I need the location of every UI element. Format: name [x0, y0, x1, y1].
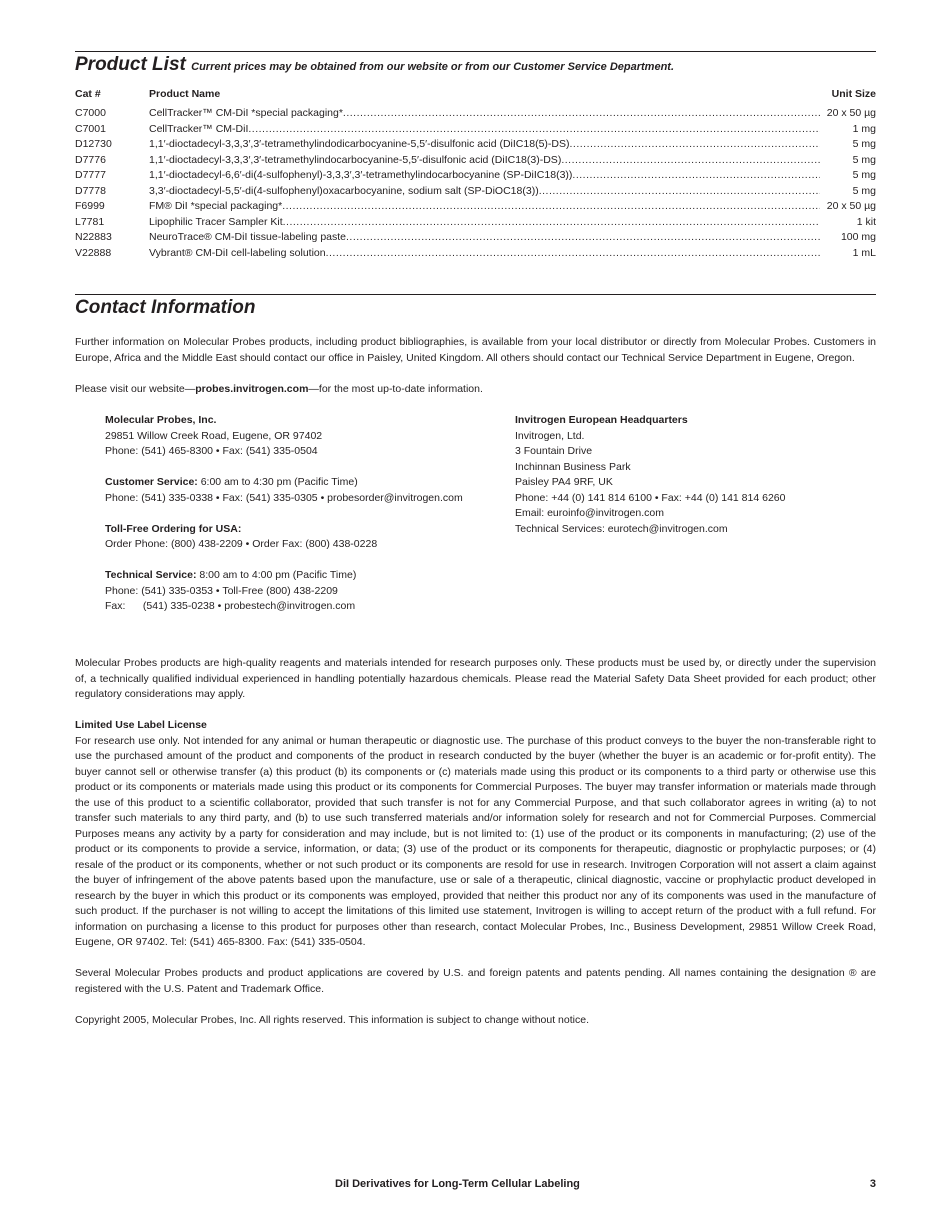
ts-fax: Fax: (541) 335-0238 • probestech@invitrogen.com: [105, 600, 356, 612]
ts-hours: 8:00 am to 4:00 pm (Pacific Time): [196, 569, 357, 581]
eu-line-3: Inchinnan Business Park: [515, 460, 631, 473]
col-cat: Cat #: [75, 88, 101, 100]
eu-tech: Technical Services: eurotech@invitrogen.com: [515, 522, 728, 535]
product-name: 1,1′-dioctadecyl-6,6′-di(4-sulfophenyl)-3,3,3′,3′-tetramethylindocarbocyanine (SP-DiIC18(3)): [149, 169, 573, 181]
website-line: [75, 382, 876, 398]
table-row: [75, 122, 876, 138]
product-name: FM® DiI *special packaging*: [149, 200, 283, 212]
license-block: [75, 718, 876, 951]
product-name: 1,1′-dioctadecyl-3,3,3′,3′-tetramethylindodicarbocyanine-5,5′-disulfonic acid (DiIC18(5)-DS): [149, 138, 570, 150]
unit-size: 5 mg: [851, 153, 876, 169]
license-body: For research use only. Not intended for any animal or human therapeutic or diagnostic use. The purchase of this product conveys to the buyer the non-transferable right to use the purchased amount of the product and components of the product in research conducted by the buyer (whether the buyer is an academic or for-profit entity). The buyer cannot sell or otherwise transfer (a) this product (b) its components or (c) materials made using this product or its components to a third party or otherwise use this product or its components or materials made using this product or its components for Commercial Purposes. The buyer may transfer information or materials made through the use of this product to a scientific collaborator, provided that such transfer is not for any Commercial Purpose, and that such collaborator agrees in writing (a) to not transfer such materials to any third party, and (b) to use such transferred materials and/or information solely for research and not for Commercial Purposes. Commercial Purposes means any activity by a party for consideration and may include, but is not limited to: (1) use of the product or its components in manufacturing; (2) use of the product or its components to provide a service, information, or data; (3) use of the product or its components for therapeutic, diagnostic or prophylactic purposes; or (4) resale of the product or its components, whether or not such product or its components are resold for use in research. Invitrogen Corporation will not assert a claim against the buyer of infringement of the above patents based upon the manufacture, use or sale of a therapeutic, clinical diagnostic, vaccine or prophylactic product developed in research by the buyer in which this product or its components was employed, provided that neither this product nor any of its components was used in the manufacture of such product. If the purchaser is not willing to accept the limitations of this limited use statement, Invitrogen is willing to accept return of the product with a full refund. For information on purchasing a license to this product for purposes other than research, contact Molecular Probes, Inc., Business Development, 29851 Willow Creek Road, Eugene, OR 97402. Tel: (541) 465-8300. Fax: (541) 335-0504.: [75, 734, 876, 948]
cat-number: L7781: [75, 215, 105, 228]
cat-number: D7777: [75, 169, 106, 181]
cat-number: C7001: [75, 122, 106, 135]
us-address: 29851 Willow Creek Road, Eugene, OR 97402: [105, 429, 323, 442]
section-rule: [75, 51, 876, 52]
cs-label: Customer Service:: [105, 476, 198, 488]
ts-phone: Phone: (541) 335-0353 • Toll-Free (800) 438-2209: [105, 584, 338, 597]
cs-hours: 6:00 am to 4:30 pm (Pacific Time): [197, 476, 358, 488]
table-row: [75, 168, 876, 184]
product-list-heading: [75, 54, 674, 76]
table-header: [75, 88, 876, 102]
table-row: [75, 230, 876, 246]
cat-number: D7776: [75, 153, 106, 166]
us-org-name: Molecular Probes, Inc.: [105, 414, 217, 426]
unit-size: 20 x 50 µg: [825, 106, 876, 122]
website-pre: Please visit our website—: [75, 383, 196, 395]
unit-size: 1 mL: [851, 246, 876, 262]
footer-title: DiI Derivatives for Long-Term Cellular Labeling: [335, 1178, 580, 1190]
eu-line-1: Invitrogen, Ltd.: [515, 429, 585, 442]
contact-title: Contact Information: [75, 297, 256, 318]
unit-size: 20 x 50 µg: [825, 199, 876, 215]
us-contact-block: [105, 413, 463, 615]
product-list-title: Product List: [75, 54, 186, 75]
license-title: Limited Use Label License: [75, 719, 207, 731]
customer-service: [105, 475, 463, 491]
table-row: [75, 215, 876, 231]
cat-number: F6999: [75, 200, 105, 212]
copyright: Copyright 2005, Molecular Probes, Inc. All rights reserved. This information is subject to change without notice.: [75, 1014, 589, 1026]
eu-contact-block: [515, 413, 785, 537]
research-notice: Molecular Probes products are high-quality reagents and materials intended for research purposes only. These products must be used by, or directly under the supervision of, a technically qualified individual experienced in handling potentially hazardous chemicals. Please read the Material Safety Data Sheet provided for each product; other regulatory considerations may apply.: [75, 657, 876, 700]
unit-size: 1 mg: [851, 122, 876, 138]
cat-number: D12730: [75, 138, 112, 150]
unit-size: 5 mg: [851, 168, 876, 184]
product-name: Vybrant® CM-DiI cell-labeling solution: [149, 246, 326, 259]
cat-number: D7778: [75, 184, 106, 197]
table-row: [75, 246, 876, 262]
unit-size: 5 mg: [851, 137, 876, 153]
table-row: [75, 137, 876, 153]
eu-line-2: 3 Fountain Drive: [515, 445, 593, 457]
table-row: [75, 184, 876, 200]
table-row: [75, 106, 876, 122]
cs-phone: Phone: (541) 335-0338 • Fax: (541) 335-0305 • probesorder@invitrogen.com: [105, 491, 463, 504]
cat-number: C7000: [75, 107, 106, 119]
col-unit-size: Unit Size: [831, 88, 876, 100]
technical-service: [105, 568, 463, 584]
unit-size: 1 kit: [855, 215, 876, 231]
table-row: [75, 199, 876, 215]
patents-notice: Several Molecular Probes products and product applications are covered by U.S. and foreign patents and patents pending. All names containing the designation ® are registered with the U.S. Patent and Trademark Office.: [75, 967, 876, 995]
ts-label: Technical Service:: [105, 569, 197, 581]
col-product-name: Product Name: [149, 88, 221, 100]
product-table: [75, 106, 876, 261]
website-link[interactable]: probes.invitrogen.com: [195, 383, 309, 395]
product-name: CellTracker™ CM-DiI: [149, 122, 249, 135]
toll-free-phone: Order Phone: (800) 438-2209 • Order Fax: (800) 438-0228: [105, 538, 378, 550]
eu-phone: Phone: +44 (0) 141 814 6100 • Fax: +44 (0) 141 814 6260: [515, 491, 786, 504]
website-post: —for the most up-to-date information.: [308, 383, 483, 395]
cat-number: N22883: [75, 231, 112, 243]
eu-line-4: Paisley PA4 9RF, UK: [515, 476, 613, 488]
product-name: NeuroTrace® CM-DiI tissue-labeling paste: [149, 231, 347, 243]
unit-size: 100 mg: [839, 230, 876, 246]
section-rule: [75, 294, 876, 295]
toll-free-label: Toll-Free Ordering for USA:: [105, 522, 242, 535]
product-name: CellTracker™ CM-DiI *special packaging*: [149, 107, 343, 119]
eu-email: Email: euroinfo@invitrogen.com: [515, 507, 664, 519]
product-name: 1,1′-dioctadecyl-3,3,3′,3′-tetramethylindocarbocyanine-5,5′-disulfonic acid (DiIC18(3)-DS): [149, 153, 562, 166]
eu-org-name: Invitrogen European Headquarters: [515, 414, 688, 426]
us-phone: Phone: (541) 465-8300 • Fax: (541) 335-0504: [105, 445, 318, 457]
product-name: 3,3′-dioctadecyl-5,5′-di(4-sulfophenyl)oxacarbocyanine, sodium salt (SP-DiOC18(3)): [149, 184, 539, 197]
cat-number: V22888: [75, 246, 112, 259]
product-list-subtitle: Current prices may be obtained from our website or from our Customer Service Department.: [191, 61, 675, 73]
unit-size: 5 mg: [851, 184, 876, 200]
page-number: 3: [869, 1178, 876, 1190]
contact-intro: Further information on Molecular Probes products, including product bibliographies, is available from your local distributor or directly from Molecular Probes. Customers in Europe, Africa and the Middle East should contact our office in Paisley, United Kingdom. All others should contact our Technical Service Department in Eugene, Oregon.: [75, 336, 876, 364]
table-row: [75, 153, 876, 169]
product-name: Lipophilic Tracer Sampler Kit: [149, 215, 283, 228]
